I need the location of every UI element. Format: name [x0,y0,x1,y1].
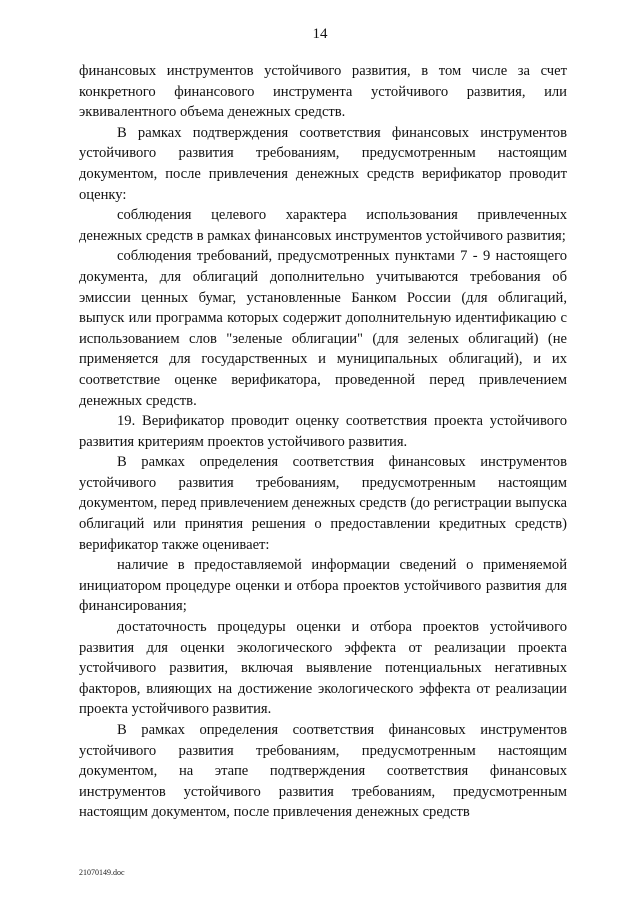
page-number: 14 [312,26,328,42]
paragraph: В рамках определения соответствия финансовых инструментов устойчивого развития требованиям, предусмотренным настоящим документом, перед привлечением денежных средств (до регистрации выпуска облигаций или принятия решения о предоставлении кредитных средств) верификатор также оценивает: [79,454,567,553]
document-body [79,61,567,823]
paragraph: В рамках подтверждения соответствия финансовых инструментов устойчивого развития требованиям, предусмотренным настоящим документом, после привлечения денежных средств верификатор проводит оценку: [79,124,567,203]
paragraph: 19. Верификатор проводит оценку соответствия проекта устойчивого развития критериям проектов устойчивого развития. [79,413,567,450]
paragraph: достаточность процедуры оценки и отбора проектов устойчивого развития для оценки экологического эффекта от реализации проекта устойчивого развития, включая выявление потенциальных негативных факторов, влияющих на достижение экологического эффекта от реализации проекта устойчивого развития. [79,619,567,718]
paragraph: наличие в предоставляемой информации сведений о применяемой инициатором процедуре оценки и отбора проектов устойчивого развития для финансирования; [79,557,567,615]
paragraph: В рамках определения соответствия финансовых инструментов устойчивого развития требованиям, предусмотренным настоящим документом, на этапе подтверждения соответствия финансовых инструментов устойчивого развития требованиям, предусмотренным настоящим документом, после привлечения денежных средств [79,722,567,821]
paragraph: соблюдения целевого характера использования привлеченных денежных средств в рамках финансовых инструментов устойчивого развития; [79,207,567,244]
paragraph: финансовых инструментов устойчивого развития, в том числе за счет конкретного финансового инструмента устойчивого развития, или эквивалентного объема денежных средств. [79,63,567,121]
paragraph: соблюдения требований, предусмотренных пунктами 7 - 9 настоящего документа, для облигаций дополнительно учитываются требования об эмиссии ценных бумаг, установленные Банком России (для облигаций, выпуск или программа которых содержит дополнительную идентификацию с использованием слов "зеленые облигации" (для зеленых облигаций) (не применяется для государственных и муниципальных облигаций), и их соответствие оценке верификатора, проведенной перед привлечением денежных средств. [79,248,567,409]
document-filename: 21070149.doc [79,868,125,877]
